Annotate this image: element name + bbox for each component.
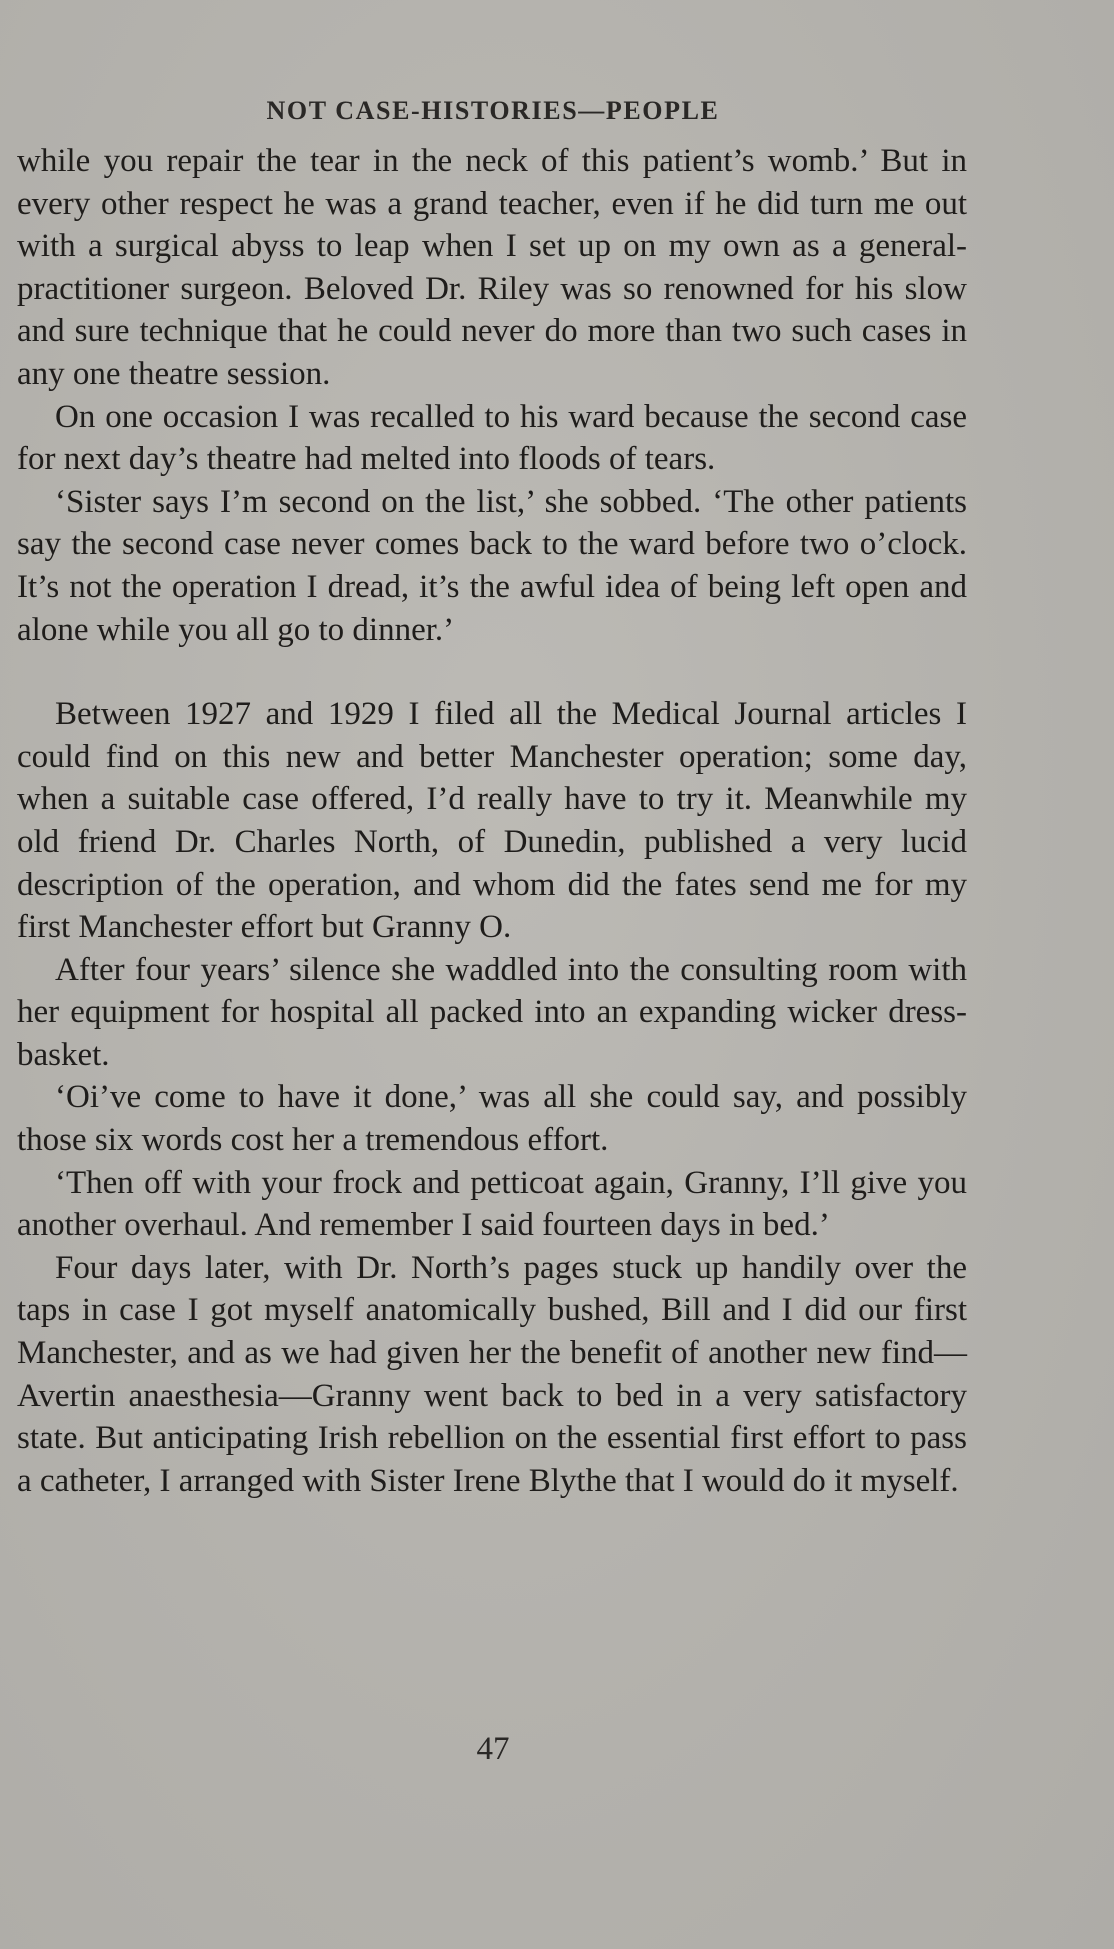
page-number: 47 xyxy=(476,1731,510,1767)
paragraph: ‘Then off with your frock and petticoat again, Granny, I’ll give you another overhaul. And remember I said fourteen days in bed.’ xyxy=(17,1164,967,1244)
paragraph-section-start: Between 1927 and 1929 I filed all the Medical Journal articles I could find on this new and better Manchester operation; some day, when a suitable case offered, I’d really have to try it. Meanwhile my old friend Dr. Charles North, of Dunedin, published a very lucid description of the operation, and whom did the fates send me for my first Manchester effort but Granny O. xyxy=(17,696,967,946)
running-head: NOT CASE-HISTORIES—PEOPLE xyxy=(266,96,720,125)
body-text xyxy=(17,140,967,1502)
paragraph: Four days later, with Dr. North’s pages stuck up handily over the taps in case I got myself anatomically bushed, Bill and I did our first Manchester, and as we had given her the benefit of another new find—Avertin anaesthesia—Granny went back to bed in a very satisfactory state. But anticipating Irish rebellion on the essential first effort to pass a catheter, I arranged with Sister Irene Blythe that I would do it myself. xyxy=(17,1249,967,1499)
paragraph: ‘Oi’ve come to have it done,’ was all she could say, and possibly those six words cost her a tremendous effort. xyxy=(17,1079,967,1159)
paragraph: On one occasion I was recalled to his ward because the second case for next day’s theatre had melted into floods of tears. xyxy=(17,398,967,478)
paragraph: After four years’ silence she waddled into the consulting room with her equipment for hospital all packed into an expanding wicker dress-basket. xyxy=(17,951,967,1073)
paragraph: ‘Sister says I’m second on the list,’ she sobbed. ‘The other patients say the second case never comes back to the ward before two o’clock. It’s not the operation I dread, it’s the awful idea of being left open and alone while you all go to dinner.’ xyxy=(17,483,967,648)
paragraph-continued: while you repair the tear in the neck of this patient’s womb.’ But in every other respect he was a grand teacher, even if he did turn me out with a surgical abyss to leap when I set up on my own as a general-practitioner surgeon. Beloved Dr. Riley was so renowned for his slow and sure technique that he could never do more than two such cases in any one theatre session. xyxy=(17,143,967,392)
